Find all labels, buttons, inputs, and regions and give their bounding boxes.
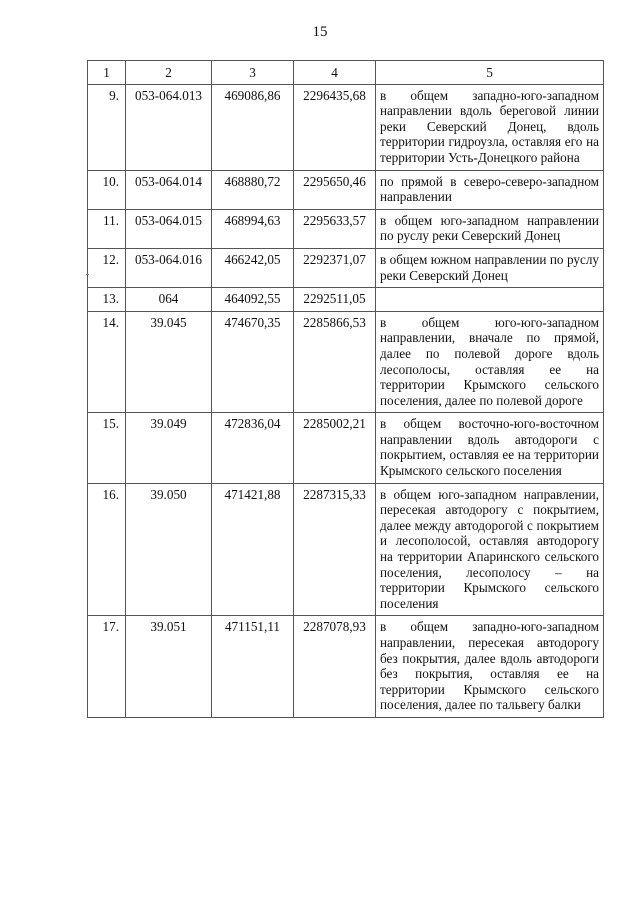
table-row [88, 616, 604, 718]
point-code: 064 [126, 288, 212, 312]
point-code: 053-064.014 [126, 170, 212, 209]
row-number: 13. [88, 288, 126, 312]
table-body [88, 84, 604, 717]
table-row [88, 84, 604, 170]
column-header: 4 [294, 61, 376, 85]
x-coordinate: 471421,88 [212, 483, 294, 616]
table-row [88, 288, 604, 312]
y-coordinate: 2285002,21 [294, 413, 376, 483]
column-header: 3 [212, 61, 294, 85]
row-number: 17. [88, 616, 126, 718]
row-number: 10. [88, 170, 126, 209]
table-row [88, 483, 604, 616]
row-number: 9. [88, 84, 126, 170]
boundary-description: в общем западно-юго-западном направлении вдоль береговой линии реки Северский Донец, вдоль территории гидроузла, оставляя его на территории Усть-Донецкого района [376, 84, 604, 170]
x-coordinate: 472836,04 [212, 413, 294, 483]
page-number: 15 [312, 24, 328, 40]
point-code: 053-064.016 [126, 248, 212, 287]
table-header-row [88, 61, 604, 85]
table-row [88, 170, 604, 209]
y-coordinate: 2292371,07 [294, 248, 376, 287]
boundary-description: по прямой в северо-северо-западном направлении [376, 170, 604, 209]
column-header: 5 [376, 61, 604, 85]
point-code: 39.050 [126, 483, 212, 616]
boundary-description: в общем юго-западном направлении, пересекая автодорогу с покрытием, далее между автодорогой с покрытием и лесополосой, оставляя автодорогу на территории Апаринского сельского поселения, лесополосу – на территории Крымского сельского поселения [376, 483, 604, 616]
x-coordinate: 469086,86 [212, 84, 294, 170]
x-coordinate: 466242,05 [212, 248, 294, 287]
margin-mark [86, 274, 89, 275]
table-row [88, 209, 604, 248]
row-number: 11. [88, 209, 126, 248]
point-code: 053-064.013 [126, 84, 212, 170]
point-code: 39.049 [126, 413, 212, 483]
column-header: 1 [88, 61, 126, 85]
table-row [88, 311, 604, 413]
y-coordinate: 2295650,46 [294, 170, 376, 209]
boundary-description: в общем южном направлении по руслу реки Северский Донец [376, 248, 604, 287]
row-number: 12. [88, 248, 126, 287]
row-number: 14. [88, 311, 126, 413]
y-coordinate: 2292511,05 [294, 288, 376, 312]
boundary-points-table [87, 60, 604, 718]
point-code: 39.051 [126, 616, 212, 718]
y-coordinate: 2295633,57 [294, 209, 376, 248]
boundary-description: в общем юго-западном направлении по руслу реки Северский Донец [376, 209, 604, 248]
boundary-description: в общем западно-юго-западном направлении, пересекая автодорогу без покрытия, далее вдоль автодороги без покрытия, оставляя ее на территории Крымского сельского поселения, далее по тальвегу балки [376, 616, 604, 718]
row-number: 16. [88, 483, 126, 616]
y-coordinate: 2285866,53 [294, 311, 376, 413]
boundary-description: в общем восточно-юго-восточном направлении вдоль автодороги с покрытием, оставляя ее на территории Крымского сельского поселения [376, 413, 604, 483]
row-number: 15. [88, 413, 126, 483]
x-coordinate: 474670,35 [212, 311, 294, 413]
column-header: 2 [126, 61, 212, 85]
x-coordinate: 464092,55 [212, 288, 294, 312]
y-coordinate: 2296435,68 [294, 84, 376, 170]
table-row [88, 248, 604, 287]
point-code: 39.045 [126, 311, 212, 413]
x-coordinate: 468880,72 [212, 170, 294, 209]
x-coordinate: 471151,11 [212, 616, 294, 718]
boundary-description: в общем юго-юго-западном направлении, вначале по прямой, далее по полевой дороге вдоль лесополосы, оставляя ее на территории Крымского сельского поселения, далее по полевой дороге [376, 311, 604, 413]
boundary-description [376, 288, 604, 312]
table-row [88, 413, 604, 483]
x-coordinate: 468994,63 [212, 209, 294, 248]
point-code: 053-064.015 [126, 209, 212, 248]
y-coordinate: 2287315,33 [294, 483, 376, 616]
y-coordinate: 2287078,93 [294, 616, 376, 718]
